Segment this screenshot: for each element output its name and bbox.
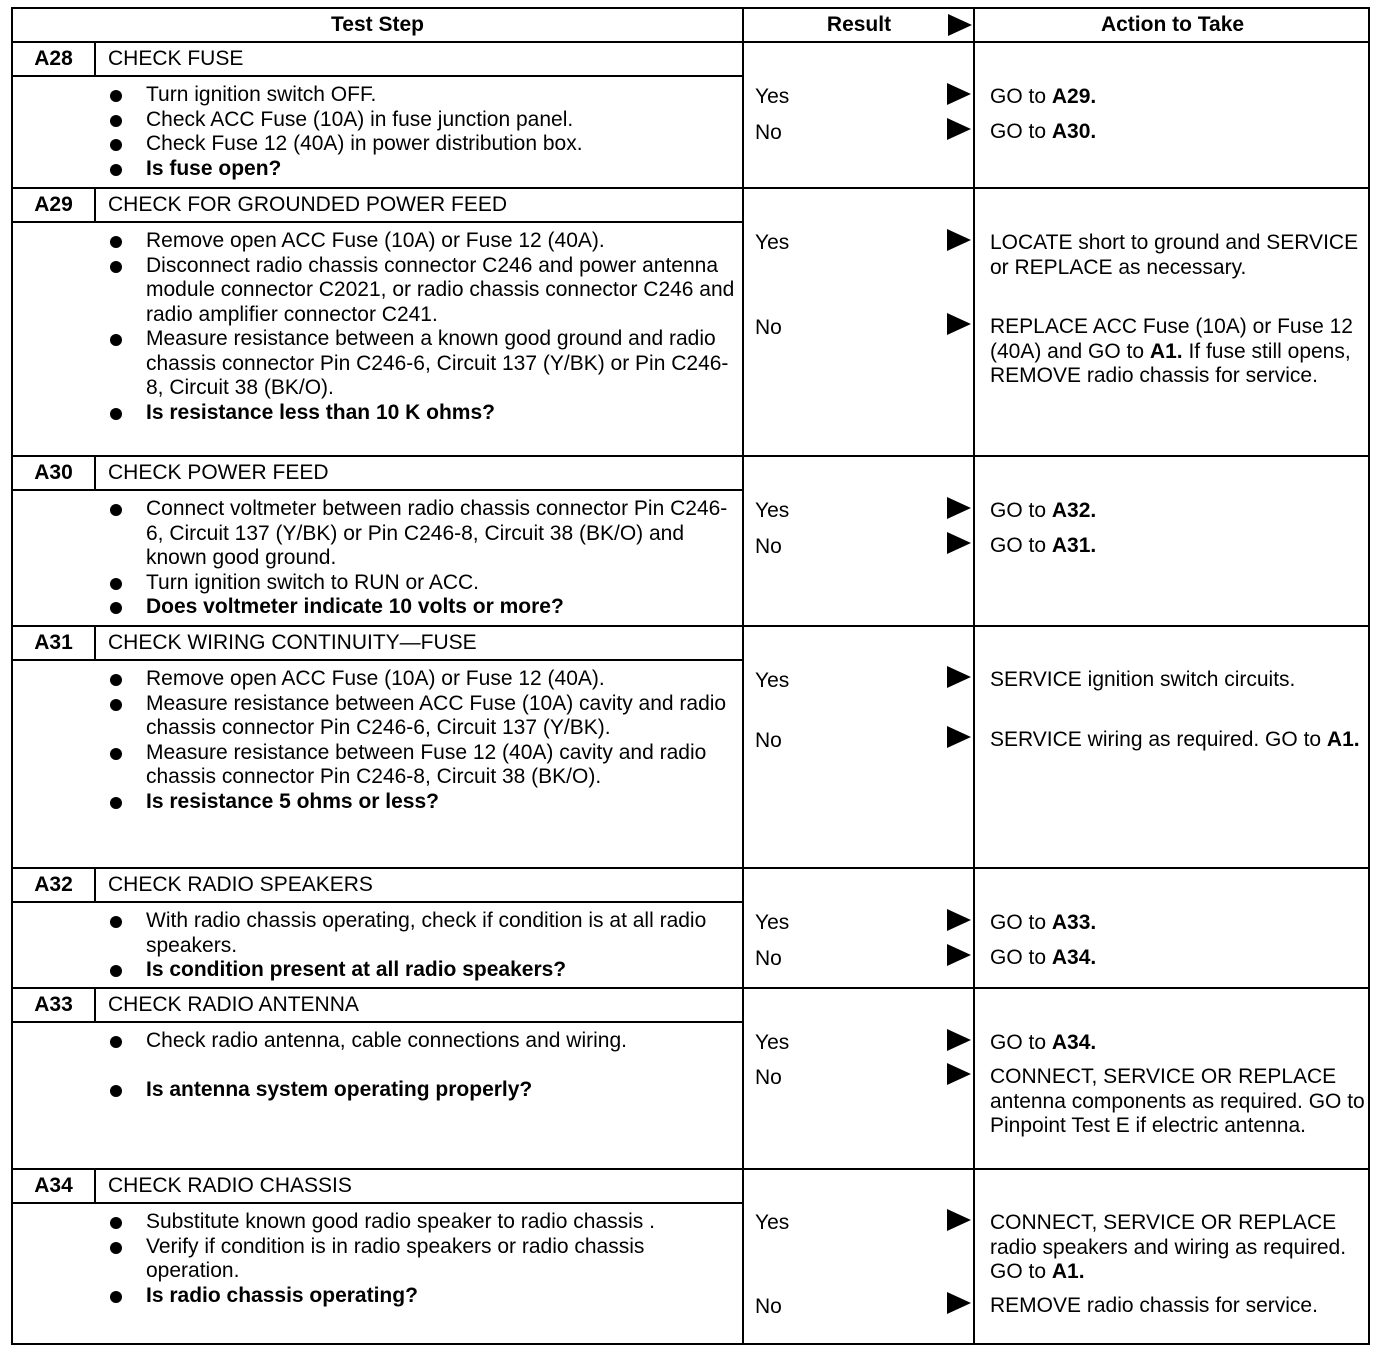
- step-title: CHECK POWER FEED: [96, 457, 744, 491]
- step-question: Does voltmeter indicate 10 volts or more?: [96, 595, 736, 620]
- step-a28: [13, 43, 1368, 189]
- header-arrow-icon: [948, 14, 972, 36]
- result-yes: Yes: [755, 499, 790, 522]
- step-question: Is antenna system operating properly?: [96, 1078, 736, 1103]
- instruction-item: Substitute known good radio speaker to radio chassis .: [96, 1210, 736, 1235]
- step-instructions: [96, 229, 736, 425]
- instruction-item: With radio chassis operating, check if condition is at all radio speakers.: [96, 909, 736, 958]
- result-yes: Yes: [755, 669, 790, 692]
- result-yes: Yes: [755, 85, 790, 108]
- step-question: Is fuse open?: [96, 157, 736, 182]
- step-a29: [13, 189, 1368, 457]
- step-instructions: [96, 909, 736, 983]
- result-no: No: [755, 1295, 782, 1318]
- result-no: No: [755, 729, 782, 752]
- arrow-right-icon: [947, 944, 971, 966]
- arrow-right-icon: [947, 313, 971, 335]
- step-a31: [13, 627, 1368, 869]
- arrow-right-icon: [947, 497, 971, 519]
- result-yes: Yes: [755, 911, 790, 934]
- step-title: CHECK RADIO CHASSIS: [96, 1170, 744, 1204]
- arrow-right-icon: [947, 83, 971, 105]
- action-yes: GO to A34.: [990, 1031, 1097, 1054]
- result-yes: Yes: [755, 1031, 790, 1054]
- action-no: SERVICE wiring as required. GO to A1.: [990, 728, 1360, 751]
- instruction-item: Connect voltmeter between radio chassis connector Pin C246-6, Circuit 137 (Y/BK) or Pin C246-8, Circuit 38 (BK/O) and known good ground.: [96, 497, 736, 571]
- step-code: A34: [13, 1170, 96, 1204]
- step-title: CHECK RADIO SPEAKERS: [96, 869, 744, 903]
- step-instructions: [96, 83, 736, 181]
- arrow-right-icon: [947, 229, 971, 251]
- action-no: CONNECT, SERVICE OR REPLACE antenna components as required. GO to Pinpoint Test E if electric antenna.: [990, 1065, 1365, 1137]
- step-code: A30: [13, 457, 96, 491]
- instruction-item: Check radio antenna, cable connections and wiring.: [96, 1029, 736, 1054]
- action-yes: CONNECT, SERVICE OR REPLACE radio speakers and wiring as required. GO to A1.: [990, 1211, 1347, 1283]
- step-title: CHECK RADIO ANTENNA: [96, 989, 744, 1023]
- step-a30: [13, 457, 1368, 627]
- step-title: CHECK WIRING CONTINUITY—FUSE: [96, 627, 744, 661]
- step-instructions: [96, 1029, 736, 1102]
- instruction-item: Remove open ACC Fuse (10A) or Fuse 12 (40A).: [96, 229, 736, 254]
- step-code: A33: [13, 989, 96, 1023]
- instruction-item: Turn ignition switch OFF.: [96, 83, 736, 108]
- action-no: GO to A34.: [990, 946, 1097, 969]
- instruction-item: Check ACC Fuse (10A) in fuse junction panel.: [96, 108, 736, 133]
- step-code: A29: [13, 189, 96, 223]
- instruction-item: Turn ignition switch to RUN or ACC.: [96, 571, 736, 596]
- result-no: No: [755, 121, 782, 144]
- step-a32: [13, 869, 1368, 989]
- step-a34: [13, 1170, 1368, 1343]
- result-no: No: [755, 316, 782, 339]
- arrow-right-icon: [947, 666, 971, 688]
- step-question: Is resistance 5 ohms or less?: [96, 790, 736, 815]
- step-title: CHECK FOR GROUNDED POWER FEED: [96, 189, 744, 223]
- header-result: Result: [826, 13, 892, 36]
- instruction-item: Measure resistance between Fuse 12 (40A) cavity and radio chassis connector Pin C246-8, Circuit 38 (BK/O).: [96, 741, 736, 790]
- action-yes: GO to A29.: [990, 85, 1097, 108]
- arrow-right-icon: [947, 909, 971, 931]
- step-a33: [13, 989, 1368, 1170]
- instruction-item: Disconnect radio chassis connector C246 and power antenna module connector C2021, or radio chassis connector C246 and radio amplifier connector C241.: [96, 254, 736, 328]
- instruction-item: Remove open ACC Fuse (10A) or Fuse 12 (40A).: [96, 667, 736, 692]
- action-no: REPLACE ACC Fuse (10A) or Fuse 12 (40A) and GO to A1. If fuse still opens, REMOVE radio chassis for service.: [990, 315, 1353, 387]
- result-yes: Yes: [755, 1211, 790, 1234]
- action-yes: GO to A33.: [990, 911, 1097, 934]
- arrow-right-icon: [947, 118, 971, 140]
- action-yes: LOCATE short to ground and SERVICE or REPLACE as necessary.: [990, 231, 1359, 279]
- instruction-item: Measure resistance between a known good ground and radio chassis connector Pin C246-6, Circuit 137 (Y/BK) or Pin C246-8, Circuit 38 (BK/O).: [96, 327, 736, 401]
- arrow-right-icon: [947, 1029, 971, 1051]
- step-code: A32: [13, 869, 96, 903]
- instruction-item: Verify if condition is in radio speakers or radio chassis operation.: [96, 1235, 736, 1284]
- step-code: A28: [13, 43, 96, 77]
- step-question: Is radio chassis operating?: [96, 1284, 736, 1309]
- result-no: No: [755, 1066, 782, 1089]
- action-no: GO to A31.: [990, 534, 1097, 557]
- step-title: CHECK FUSE: [96, 43, 744, 77]
- result-no: No: [755, 535, 782, 558]
- step-instructions: [96, 1210, 736, 1308]
- step-question: Is resistance less than 10 K ohms?: [96, 401, 736, 426]
- diagnostic-table: [11, 7, 1370, 1345]
- table-header: [13, 9, 1368, 43]
- header-test-step: Test Step: [331, 13, 424, 36]
- arrow-right-icon: [947, 1209, 971, 1231]
- arrow-right-icon: [947, 1063, 971, 1085]
- result-no: No: [755, 947, 782, 970]
- instruction-item: Check Fuse 12 (40A) in power distribution box.: [96, 132, 736, 157]
- step-instructions: [96, 667, 736, 814]
- action-yes: SERVICE ignition switch circuits.: [990, 668, 1296, 691]
- action-yes: GO to A32.: [990, 499, 1097, 522]
- result-yes: Yes: [755, 231, 790, 254]
- action-no: GO to A30.: [990, 120, 1097, 143]
- arrow-right-icon: [947, 726, 971, 748]
- action-no: REMOVE radio chassis for service.: [990, 1294, 1318, 1317]
- instruction-item: Measure resistance between ACC Fuse (10A) cavity and radio chassis connector Pin C246-6, Circuit 137 (Y/BK).: [96, 692, 736, 741]
- arrow-right-icon: [947, 1292, 971, 1314]
- step-question: Is condition present at all radio speakers?: [96, 958, 736, 983]
- step-instructions: [96, 497, 736, 620]
- step-code: A31: [13, 627, 96, 661]
- arrow-right-icon: [947, 532, 971, 554]
- header-action: Action to Take: [1100, 13, 1245, 36]
